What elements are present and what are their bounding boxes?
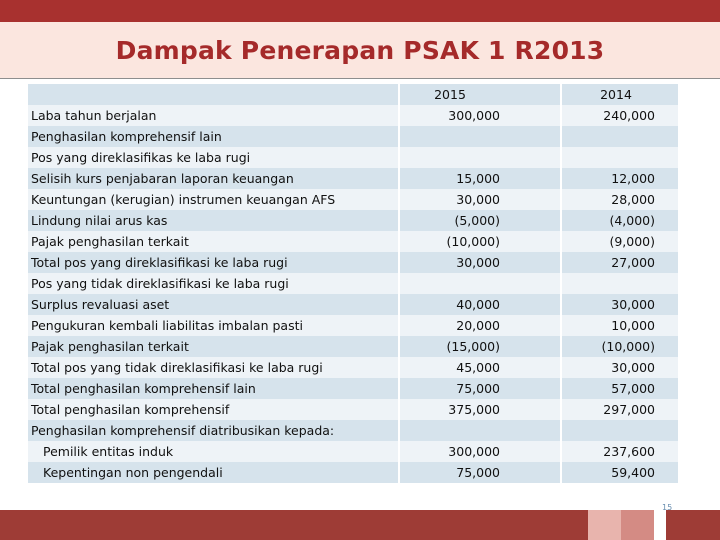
value-2015 — [400, 126, 500, 147]
row-label: Pos yang direklasifikas ke laba rugi — [31, 150, 251, 165]
value-2014: (4,000) — [609, 213, 655, 228]
value-2014: 27,000 — [611, 255, 655, 270]
table-row — [28, 441, 678, 462]
decor-block-white — [654, 510, 666, 540]
table-row — [28, 336, 678, 357]
table-row — [28, 252, 678, 273]
slide-title: Dampak Penerapan PSAK 1 R2013 — [115, 36, 605, 65]
value-2015: 300,000 — [448, 108, 500, 123]
value-2015: 40,000 — [456, 297, 500, 312]
table-row — [28, 315, 678, 336]
row-label: Surplus revaluasi aset — [31, 297, 170, 312]
value-2015: 300,000 — [448, 444, 500, 459]
row-label: Pemilik entitas induk — [43, 444, 174, 459]
value-2014: 237,600 — [603, 444, 655, 459]
value-2015 — [400, 147, 500, 168]
value-2014: 240,000 — [603, 108, 655, 123]
row-label: Lindung nilai arus kas — [31, 213, 168, 228]
value-2015: 75,000 — [456, 381, 500, 396]
value-2015: 30,000 — [456, 255, 500, 270]
row-label: Pengukuran kembali liabilitas imbalan pasti — [31, 318, 303, 333]
row-label: Total penghasilan komprehensif lain — [31, 381, 256, 396]
value-2014: 28,000 — [611, 192, 655, 207]
value-2014: 30,000 — [611, 297, 655, 312]
table-row — [28, 462, 678, 483]
value-2014: (10,000) — [601, 339, 655, 354]
decor-block-mid — [621, 510, 654, 540]
row-label: Penghasilan komprehensif diatribusikan kepada: — [31, 423, 335, 438]
value-2014 — [555, 126, 655, 147]
value-2014: 57,000 — [611, 381, 655, 396]
header-2015: 2015 — [434, 87, 466, 102]
value-2014 — [555, 273, 655, 294]
row-label: Selisih kurs penjabaran laporan keuangan — [31, 171, 294, 186]
row-label: Pos yang tidak direklasifikasi ke laba rugi — [31, 276, 289, 291]
table-row — [28, 357, 678, 378]
value-2014: 30,000 — [611, 360, 655, 375]
table-row — [28, 189, 678, 210]
page-number: 15 — [662, 503, 673, 512]
row-label: Pajak penghasilan terkait — [31, 339, 189, 354]
value-2015: (5,000) — [454, 213, 500, 228]
value-2015: (10,000) — [446, 234, 500, 249]
table-row — [28, 273, 678, 294]
value-2015: (15,000) — [446, 339, 500, 354]
value-2015: 30,000 — [456, 192, 500, 207]
table-row — [28, 147, 678, 168]
table-header-row — [28, 84, 678, 105]
value-2014 — [555, 420, 655, 441]
value-2014: 59,400 — [611, 465, 655, 480]
value-2014: 10,000 — [611, 318, 655, 333]
value-2015: 75,000 — [456, 465, 500, 480]
value-2015: 15,000 — [456, 171, 500, 186]
row-label: Keuntungan (kerugian) instrumen keuangan AFS — [31, 192, 336, 207]
value-2015: 375,000 — [448, 402, 500, 417]
value-2014: 12,000 — [611, 171, 655, 186]
table-row — [28, 168, 678, 189]
value-2015 — [400, 420, 500, 441]
value-2015 — [400, 273, 500, 294]
table-row — [28, 420, 678, 441]
decor-block-light — [588, 510, 621, 540]
financial-table — [28, 84, 678, 483]
value-2014: 297,000 — [603, 402, 655, 417]
value-2015: 45,000 — [456, 360, 500, 375]
row-label: Total pos yang direklasifikasi ke laba rugi — [31, 255, 288, 270]
row-label: Total penghasilan komprehensif — [31, 402, 230, 417]
table-row — [28, 378, 678, 399]
row-label: Kepentingan non pengendali — [43, 465, 223, 480]
top-accent-bar — [0, 0, 720, 22]
row-label: Laba tahun berjalan — [31, 108, 157, 123]
table-row — [28, 294, 678, 315]
table-row — [28, 210, 678, 231]
table-row — [28, 105, 678, 126]
table-row — [28, 231, 678, 252]
table-row — [28, 399, 678, 420]
value-2014 — [555, 147, 655, 168]
value-2015: 20,000 — [456, 318, 500, 333]
row-label: Total pos yang tidak direklasifikasi ke laba rugi — [31, 360, 323, 375]
row-label: Pajak penghasilan terkait — [31, 234, 189, 249]
row-label: Penghasilan komprehensif lain — [31, 129, 222, 144]
header-2014: 2014 — [600, 87, 632, 102]
table-row — [28, 126, 678, 147]
value-2014: (9,000) — [609, 234, 655, 249]
